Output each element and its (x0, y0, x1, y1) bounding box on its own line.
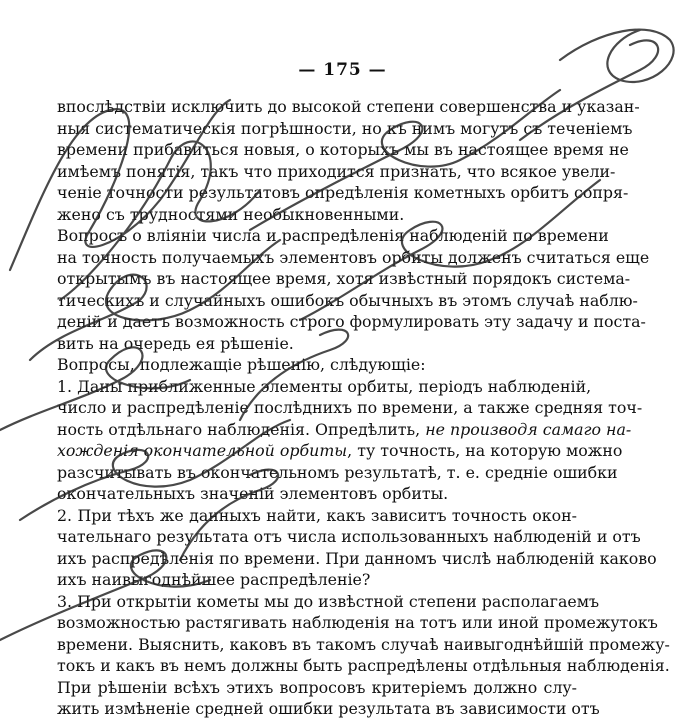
text-line: тическихъ и случайныхъ ошибокъ обычныхъ въ этомъ случаѣ наблю- (57, 290, 638, 310)
text-line: 2. При тѣхъ же данныхъ найти, какъ зависитъ точность окон- (57, 505, 577, 525)
text-line: токъ и какъ въ немъ должны быть распредѣлены отдѣльныя наблюденія. (57, 656, 670, 675)
text-segment: 1. Даны приближенные элементы орбиты, періодъ наблюденій, (57, 376, 592, 396)
text-line: возможностью растягивать наблюденія на тотъ или иной промежутокъ (57, 613, 658, 632)
text-segment: число и распредѣленіе послѣднихъ по времени, а также средняя точ- (57, 398, 643, 417)
text-line: чательнаго результата отъ числа использованныхъ наблюденій и отъ (57, 527, 641, 546)
text-line: времени прибавиться новыя, о которыхъ мы въ настоящее время не (57, 140, 629, 159)
text-segment: разсчитывать въ окончательномъ результатѣ, т. е. средніе ошибки (57, 462, 618, 482)
text-line (57, 419, 632, 441)
text-line: Вопросы, подлежащіе рѣшенію, слѣдующіе: (57, 355, 426, 374)
text-line (57, 483, 577, 505)
page-number: — 175 — (298, 60, 387, 80)
text-line (57, 440, 623, 462)
text-line: Вопросъ о вліяніи числа и распредѣленія наблюденій по времени (57, 226, 609, 245)
text-line (57, 462, 618, 484)
text-line: имѣемъ понятія, такъ что приходится признать, что всякое увели- (57, 161, 616, 181)
text-line: ихъ распредѣленія по времени. При данномъ числѣ наблюденій каково (57, 548, 657, 568)
text-line: При рѣшеніи всѣхъ этихъ вопросовъ критеріемъ должно слу- (57, 677, 577, 697)
body-text (57, 96, 670, 720)
text-line: на точность получаемыхъ элементовъ орбиты долженъ считаться еще (57, 247, 650, 267)
text-line: ихъ наивыгоднѣйшее распредѣленіе? (57, 570, 371, 589)
text-segment: , ту точность, на которую можно (347, 441, 623, 460)
text-line: времени. Выяснить, каковъ въ такомъ случаѣ наивыгоднѣйшій промежу- (57, 634, 670, 654)
text-line: вить на очередь ея рѣшеніе. (57, 333, 294, 353)
text-line (57, 376, 592, 398)
italic-text-segment: хожденія окончательной орбиты (57, 441, 348, 460)
text-line: открытымъ въ настоящее время, хотя извѣстный порядокъ система- (57, 269, 631, 288)
text-segment: ность отдѣльнаго наблюденія. Опредѣлить, (57, 419, 426, 439)
text-line: 3. При открытіи кометы мы до извѣстной степени располагаемъ (57, 591, 600, 611)
text-line: впослѣдствіи исключить до высокой степени совершенства и указан- (57, 97, 640, 116)
text-segment: окончательныхъ значеній элементовъ орбиты. (57, 484, 449, 503)
text-line: жено съ трудностями необыкновенными. (57, 204, 405, 224)
text-line: деній и даетъ возможность строго формулировать эту задачу и поста- (57, 312, 646, 331)
text-line: ныя систематическія погрѣшности, но къ нимъ могутъ съ теченіемъ (57, 118, 633, 138)
text-line: ченіе точности результатовъ опредѣленія кометныхъ орбитъ сопря- (57, 183, 629, 202)
italic-text-segment: не производя самаго на- (425, 419, 632, 439)
text-line: жить измѣненіе средней ошибки результата въ зависимости отъ (57, 699, 600, 718)
text-line (57, 397, 643, 419)
